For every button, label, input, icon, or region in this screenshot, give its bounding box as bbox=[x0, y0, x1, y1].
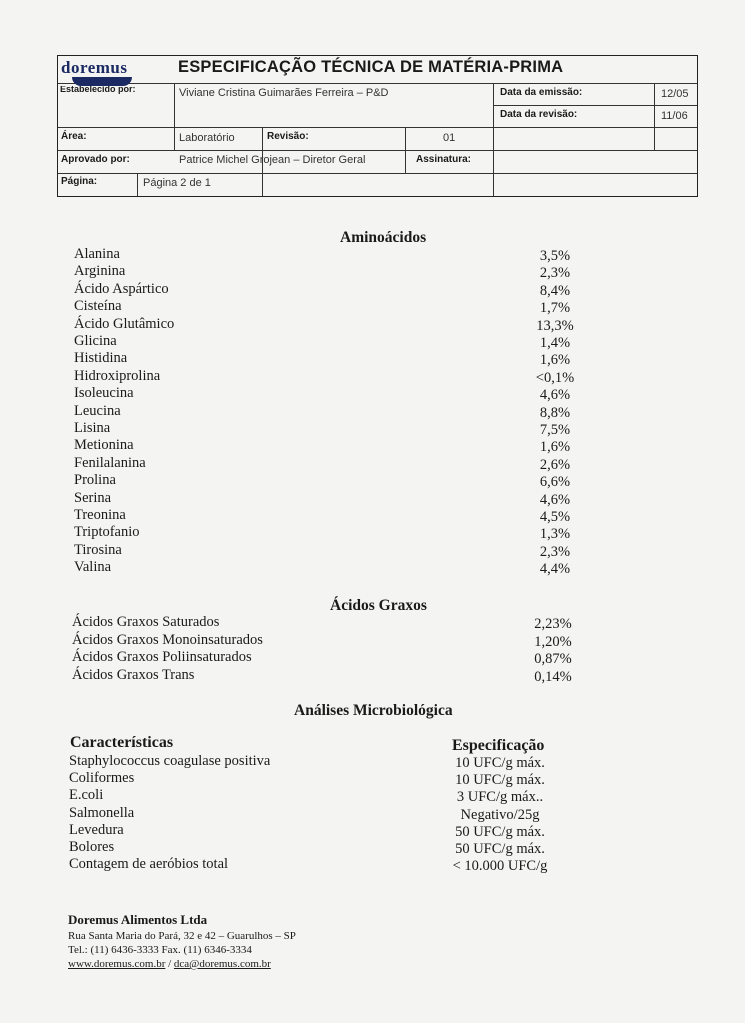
email-link[interactable]: dca@doremus.com.br bbox=[173, 958, 271, 970]
amino-acid-value: 13,3% bbox=[536, 317, 574, 334]
micro-analysis-name: Bolores bbox=[69, 839, 115, 855]
amino-acid-value: 1,6% bbox=[539, 439, 571, 456]
micro-analysis-name: Contagem de aeróbios total bbox=[69, 856, 229, 873]
amino-acid-name: Cisteína bbox=[74, 298, 122, 315]
amino-acid-name: Triptofanio bbox=[74, 524, 140, 541]
micro-analysis-value: Negativo/25g bbox=[460, 806, 540, 823]
amino-acid-value: 7,5% bbox=[539, 422, 571, 438]
micro-analysis-value: 10 UFC/g máx. bbox=[455, 755, 545, 771]
amino-acid-value: 1,6% bbox=[539, 352, 571, 369]
micro-analysis-name: Salmonella bbox=[69, 804, 135, 821]
revision-label: Revisão: bbox=[267, 131, 309, 142]
characteristics-header: Características bbox=[70, 734, 174, 751]
fatty-acid-name: Ácidos Graxos Poliinsaturados bbox=[72, 649, 252, 665]
amino-acid-value: 4,6% bbox=[539, 491, 571, 508]
approved-by-label: Aprovado por: bbox=[61, 154, 130, 165]
specification-header: Especificação bbox=[452, 737, 545, 754]
spec-header-table bbox=[57, 55, 698, 197]
fatty-acid-value: 0,14% bbox=[534, 668, 572, 685]
amino-acid-name: Glicina bbox=[74, 333, 117, 349]
amino-acid-name: Tirosina bbox=[74, 541, 122, 558]
company-phones: Tel.: (11) 6436-3333 Fax. (11) 6346-3334 bbox=[68, 944, 252, 956]
company-name: Doremus Alimentos Ltda bbox=[68, 912, 208, 927]
approved-by-value: Patrice Michel Grojean – Diretor Geral bbox=[179, 154, 366, 166]
signature-label: Assinatura: bbox=[416, 154, 472, 165]
amino-acid-value: 4,4% bbox=[539, 561, 571, 578]
amino-acid-value: 2,6% bbox=[539, 456, 571, 473]
issue-date-label: Data da emissão: bbox=[500, 87, 583, 98]
amino-acid-name: Histidina bbox=[74, 350, 128, 367]
amino-acid-value: 8,8% bbox=[539, 404, 571, 421]
amino-acid-name: Lisina bbox=[74, 420, 111, 436]
amino-acid-name: Metionina bbox=[74, 437, 134, 454]
micro-analysis-value: 50 UFC/g máx. bbox=[455, 823, 545, 840]
fatty-acid-name: Ácidos Graxos Saturados bbox=[72, 614, 220, 630]
brand-logo: doremus bbox=[61, 58, 128, 77]
company-footer bbox=[68, 913, 296, 971]
amino-acid-value: 2,3% bbox=[539, 265, 571, 282]
amino-acid-name: Isoleucina bbox=[74, 385, 134, 402]
amino-acid-name: Treonina bbox=[74, 507, 126, 523]
micro-analysis-value: < 10.000 UFC/g bbox=[452, 858, 548, 875]
amino-acid-name: Leucina bbox=[74, 402, 121, 419]
revision-date-label: Data da revisão: bbox=[500, 109, 578, 120]
fatty-acid-name: Ácidos Graxos Monoinsaturados bbox=[72, 631, 263, 648]
amino-acid-name: Fenilalanina bbox=[74, 454, 146, 471]
amino-acid-value: 3,5% bbox=[539, 248, 571, 264]
micro-analysis-name: Staphylococcus coagulase positiva bbox=[69, 753, 271, 769]
amino-acid-name: Hidroxiprolina bbox=[74, 367, 161, 384]
amino-acid-name: Prolina bbox=[74, 472, 116, 489]
amino-acid-name: Arginina bbox=[74, 263, 126, 280]
fatty-acid-value: 2,23% bbox=[534, 616, 572, 632]
revision-date-value: 11/06 bbox=[661, 110, 688, 122]
micro-analysis-name: Coliformes bbox=[69, 770, 135, 787]
website-link[interactable]: www.doremus.com.br bbox=[68, 958, 166, 970]
amino-acid-value: 1,4% bbox=[539, 335, 571, 351]
micro-analysis-name: Levedura bbox=[69, 821, 124, 838]
amino-acid-name: Ácido Glutâmico bbox=[74, 315, 175, 332]
amino-section-title: Aminoácidos bbox=[340, 229, 427, 246]
amino-acid-value: 1,7% bbox=[539, 300, 571, 317]
amino-acid-value: 4,5% bbox=[539, 509, 571, 525]
amino-acid-name: Valina bbox=[74, 559, 112, 576]
page-label: Página: bbox=[61, 176, 98, 187]
revision-value: 01 bbox=[443, 132, 456, 144]
amino-acid-name: Alanina bbox=[74, 246, 120, 262]
fatty-acid-section-title: Ácidos Graxos bbox=[330, 597, 427, 614]
fatty-acid-value: 0,87% bbox=[534, 651, 572, 667]
amino-acid-value: 4,6% bbox=[539, 387, 571, 404]
amino-acid-value: 8,4% bbox=[539, 282, 571, 299]
micro-analysis-value: 3 UFC/g máx.. bbox=[456, 789, 544, 806]
document-title: ESPECIFICAÇÃO TÉCNICA DE MATÉRIA-PRIMA bbox=[178, 58, 564, 76]
amino-acid-value: 2,3% bbox=[539, 543, 571, 560]
issue-date-value: 12/05 bbox=[661, 88, 689, 100]
established-by-label: Estabelecido por: bbox=[60, 86, 136, 94]
contact-separator: / bbox=[165, 958, 174, 970]
fatty-acid-value: 1,20% bbox=[534, 633, 572, 650]
company-contacts bbox=[68, 957, 296, 971]
amino-acid-name: Serina bbox=[74, 489, 112, 506]
fatty-acid-name: Ácidos Graxos Trans bbox=[72, 666, 195, 683]
established-by-value: Viviane Cristina Guimarães Ferreira – P&D bbox=[179, 87, 389, 99]
logo-swoosh-icon bbox=[72, 77, 132, 86]
amino-acid-value: 1,3% bbox=[539, 526, 571, 543]
micro-section-title: Análises Microbiológica bbox=[294, 702, 453, 719]
amino-acid-name: Ácido Aspártico bbox=[74, 280, 169, 297]
micro-analysis-name: E.coli bbox=[69, 787, 104, 804]
company-address: Rua Santa Maria do Pará, 32 e 42 – Guarulhos – SP bbox=[68, 930, 296, 942]
amino-acid-value: <0,1% bbox=[535, 369, 575, 386]
amino-acid-value: 6,6% bbox=[539, 474, 571, 491]
area-value: Laboratório bbox=[179, 132, 235, 144]
area-label: Área: bbox=[61, 131, 87, 142]
micro-analysis-value: 10 UFC/g máx. bbox=[455, 772, 545, 789]
page-value: Página 2 de 1 bbox=[143, 177, 211, 189]
micro-analysis-value: 50 UFC/g máx. bbox=[455, 841, 545, 857]
